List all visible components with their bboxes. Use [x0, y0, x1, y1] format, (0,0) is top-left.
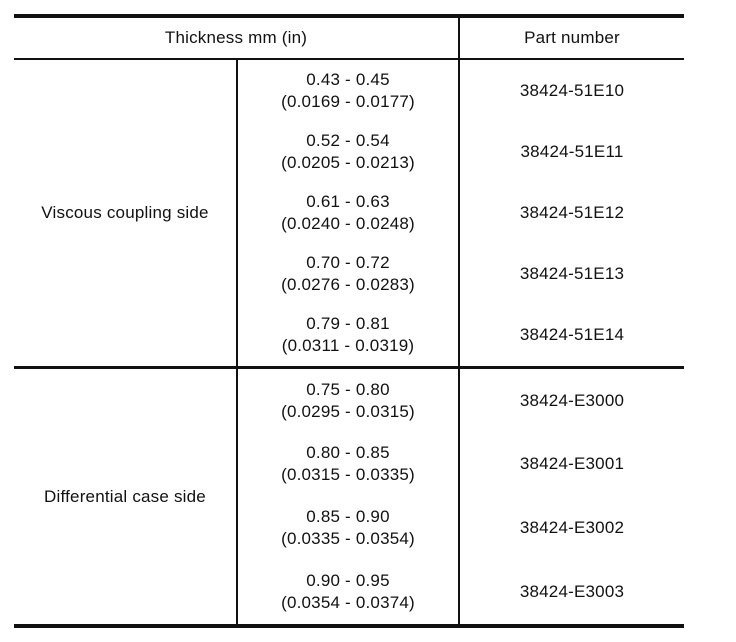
part-number-cell: 38424-E3001: [519, 454, 625, 473]
thickness-cell: [238, 432, 458, 496]
thickness-cell: [238, 60, 458, 121]
thickness-cell: [238, 121, 458, 182]
thickness-in: (0.0169 - 0.0177): [281, 91, 415, 111]
thickness-cell: [238, 182, 458, 243]
thickness-in: (0.0354 - 0.0374): [281, 593, 415, 612]
side-label-differential-case: Differential case side: [44, 486, 206, 506]
part-number-cell: 38424-E3000: [519, 390, 625, 410]
part-number-cell: 38424-51E14: [519, 325, 625, 344]
thickness-in: (0.0315 - 0.0335): [281, 465, 415, 484]
thickness-mm: 0.90 - 0.95: [306, 571, 390, 590]
thickness-mm: 0.43 - 0.45: [306, 69, 390, 89]
part-number-cell: 38424-51E11: [520, 141, 624, 161]
thickness-mm: 0.61 - 0.63: [306, 191, 390, 211]
bottom-rule: [14, 624, 684, 628]
part-number-cell: 38424-51E12: [519, 202, 625, 222]
thickness-in: (0.0240 - 0.0248): [281, 213, 415, 233]
thickness-cell: [238, 304, 458, 366]
thickness-in: (0.0335 - 0.0354): [281, 529, 415, 548]
part-number-cell: 38424-E3002: [519, 518, 625, 537]
part-number-cell: 38424-E3003: [519, 582, 625, 601]
thickness-mm: 0.80 - 0.85: [306, 443, 390, 462]
part-number-cell: 38424-51E10: [519, 80, 625, 100]
shim-thickness-table: [14, 14, 684, 628]
side-label-viscous-coupling: Viscous coupling side: [41, 203, 209, 222]
thickness-header: Thickness mm (in): [164, 28, 308, 47]
part-number-cell: 38424-51E13: [519, 263, 625, 283]
thickness-mm: 0.85 - 0.90: [306, 507, 390, 526]
thickness-mm: 0.79 - 0.81: [306, 314, 390, 333]
thickness-in: (0.0205 - 0.0213): [281, 152, 415, 172]
thickness-mm: 0.52 - 0.54: [306, 130, 390, 150]
part-number-header: Part number: [524, 28, 620, 47]
thickness-cell: [238, 496, 458, 560]
thickness-cell: [238, 560, 458, 624]
thickness-in: (0.0276 - 0.0283): [281, 274, 415, 294]
thickness-cell: [238, 243, 458, 304]
thickness-mm: 0.75 - 0.80: [306, 379, 390, 399]
thickness-mm: 0.70 - 0.72: [306, 252, 390, 272]
thickness-cell: [238, 369, 458, 432]
thickness-in: (0.0311 - 0.0319): [281, 336, 415, 355]
thickness-in: (0.0295 - 0.0315): [281, 401, 415, 421]
